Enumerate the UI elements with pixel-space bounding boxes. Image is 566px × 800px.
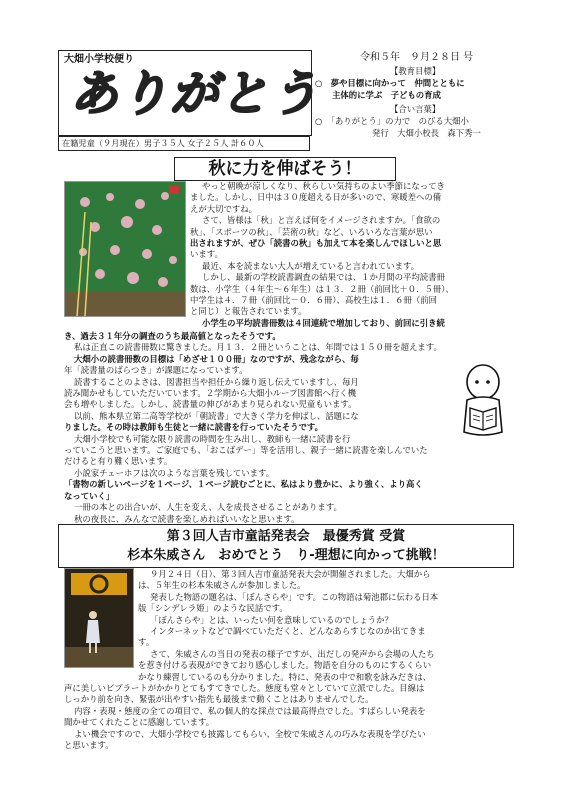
slogan-heading: 【合い言葉】 [390, 104, 441, 114]
stage-image [65, 569, 133, 667]
article2-title-box [58, 524, 514, 568]
article1-line: 読み聞かせもしていただいています。２学期から大畑小ループ図書館へ行く機 [64, 388, 357, 399]
goal-line-1: ○ 夢や目標に向かって 仲間とともに [315, 78, 465, 88]
article1-line: ました。しかし、日中は３０度超える日が多いので、寒暖差への備 [190, 192, 442, 203]
article1-line: 大畑小の読書冊数の目標は「めざせ１００冊」なのですが、残念ながら、毎 [74, 353, 359, 364]
enrollment-line: 在籍児童（９月現在）男子３５人 女子２５人 計６０人 [58, 136, 310, 151]
article2-line: 版「シンデレラ姫」のような民話です。 [138, 603, 288, 614]
publisher-line: 発行 大畑小校長 森下秀一 [372, 128, 481, 138]
article2-line: よい機会ですので、大畑小学校でも披露してもらい、全校で朱威さんの巧みな表現を学びたい [74, 728, 426, 739]
article1-side-text [190, 181, 510, 329]
bulletin-board-photo [64, 181, 186, 317]
article2-line: 聞かせてくれたことに感謝しています。 [64, 717, 215, 728]
article1-line: っていこうと思います。ご家庭でも、「おこばデー」等を活用し、親子一緒に読書を楽しんでいた [64, 445, 428, 456]
article2-line: 声に美しいビブラートがかかりとてもすてきでした。態度も堂々としていて立派でした。目線は [64, 683, 425, 693]
article1-line: りました。その時は教師も生徒と一緒に読書を行っていたそうです。 [64, 422, 323, 433]
goal-heading: 【教育目標】 [390, 66, 441, 76]
reading-character-illustration [452, 360, 514, 440]
article1-line: 小説家チェーホフは次のような言葉を残しています。 [74, 467, 275, 478]
article2-line: 「ぼんさらや」とは、いったい何を意味しているのでしょうか？ [150, 614, 393, 625]
goal-line-2: 主体的に学ぶ 子どもの育成 [332, 90, 441, 100]
article2-line: インターネットなどで調べていただくと、どんなあらすじなのか出てきま [150, 626, 426, 637]
article2-title-line-2: 杉本朱威さん おめでとう り-理想に向かって挑戦！ [127, 548, 445, 563]
article2-title-line-1: 第３回人吉市童話発表会 最優秀賞 受賞 [166, 529, 406, 544]
article2-line: ９月２４日（日）、第３回人吉市童話発表大会が開催されました。大畑から [150, 569, 431, 579]
school-letter-label: 大畑小学校便り [64, 54, 134, 65]
newsletter-logo: ありがとう [70, 66, 321, 122]
article1-line: さて、皆様は「秋」と言えば何をイメージされますか。「食欲の [202, 215, 441, 226]
article1-line: 読書することのよさは、図書担当や担任から繰り返し伝えていますし、毎月 [74, 376, 359, 387]
article1-line: と同じ）と報告されています。 [190, 306, 307, 317]
article2-line: かなり練習しているのも分かりました。特に、発表の中で和歌を詠みだきは、 [138, 671, 432, 682]
article2-line: は、５年生の杉本朱威さんが参加しました。 [138, 580, 306, 591]
article1-title: 秋に力を伸ばそう！ [174, 157, 396, 181]
article1-line: き、過去３１年分の調査のうち最高値となったそうです。 [64, 331, 281, 341]
article1-line: 数は、小学生（４年生～６年生）は１３．２冊（前回比＋０．５冊）、 [190, 283, 454, 294]
article1-line: 年「読書量のばらつき」が課題になっています。 [64, 365, 248, 376]
article1-body-text [64, 331, 514, 525]
slogan-line: ○ 「ありがとう」の力で のびる大畑小 [315, 116, 469, 126]
article1-quote: 「書物の新しいページを１ページ、１ページ読むごとに、私はより豊かに、より強く、より高く [64, 479, 423, 490]
article1-line: 出されますが、ぜひ「読書の秋」も加えて本を楽しんでほしいと思 [190, 238, 442, 249]
article1-line: 秋」、「スポーツの秋」、「芸術の秋」など、いろいろな言葉が思い [190, 226, 433, 237]
article1-line: 秋の夜長に、みんなで読書を楽しめればいいなと思います。 [74, 513, 300, 524]
article2-line: しっかり前を向き、緊張が出やすい指先も最後まで動くことはありませんでした。 [64, 694, 374, 705]
article1-line: えが大切ですね。 [190, 203, 257, 214]
article2-line: を惹き付ける表現ができており感心しました。物語を自分のものにするくらい [138, 660, 432, 671]
reading-character-icon [452, 360, 514, 440]
article1-line: 会も増やしました。しかし、読書量の伸びがあまり見られない児童もいます。 [64, 399, 357, 410]
article2-line: 内容・表現・態度の全ての項目で、私の個人的な採点では最高得点でした。すばらしい発表を [74, 705, 426, 716]
article1-line: 小学生の平均読書冊数は４回連続で増加しており、前回に引き続 [202, 317, 445, 328]
article2-line: す。 [138, 637, 155, 648]
article1-line: やっと朝晩が涼しくなり、秋らしい気持ちのよい季節になってき [202, 181, 445, 191]
article2-body-text [64, 683, 514, 751]
issue-date: 令和５年 ９月２８日 号 [360, 52, 474, 63]
article1-line: 以前、熊本県立第二高等学校が「朝読書」で大きく学力を伸ばし、話題にな [74, 410, 359, 421]
article2-line: 発表した物語の題名は、「ぼんさらや」です。この物語は菊池郡に伝わる日本 [150, 591, 439, 602]
article1-line: 一冊の本との出合いが、人生を変え、人を成長させることがあります。 [74, 502, 342, 513]
article1-line: だけると有り難く思います。 [64, 456, 173, 467]
article1-line: 最近、本を読まない大人が増えていると言われています。 [202, 260, 420, 271]
article1-line: 中学生は４．７冊（前回比－０．６冊）、高校生は１．６冊（前回 [190, 295, 438, 306]
article1-line: 大畑小学校でも可能な限り読書の時間を生み出し、教師も一緒に読書を行 [74, 433, 351, 444]
article1-quote: なっていく」 [64, 490, 115, 501]
bulletin-board-image [65, 182, 185, 316]
article1-line: しかし、最新の学校読書調査の結果では、１か月間の平均読書冊 [202, 272, 445, 283]
article2-side-text [138, 569, 518, 683]
article1-line: います。 [190, 249, 223, 260]
article1-line: 私は正直この読書冊数に驚きました。月１３．２冊ということは、年間では１５０冊を超えます。 [74, 342, 442, 353]
article2-line: さて、朱威さんの当日の発表の様子ですが、出だしの発声から会場の人たち [150, 648, 435, 659]
presentation-stage-photo [64, 568, 134, 668]
article2-line: と思います。 [64, 740, 114, 751]
